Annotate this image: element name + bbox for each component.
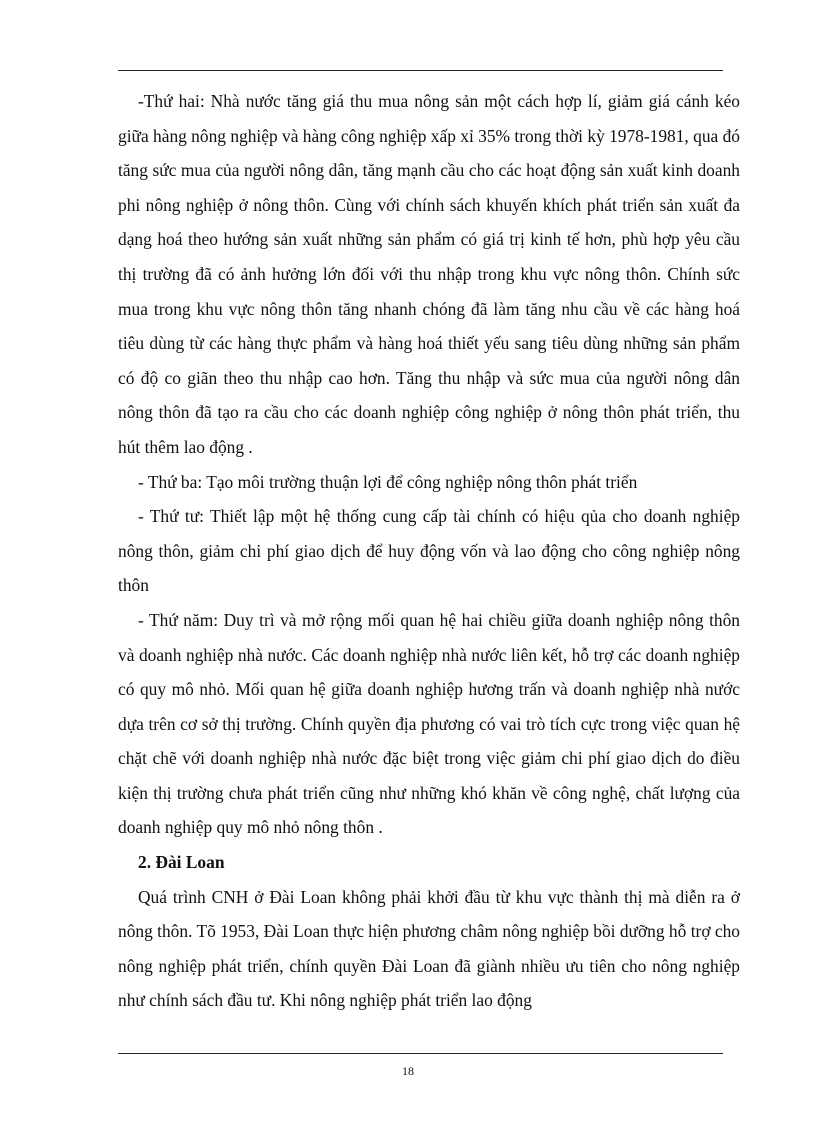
page-number: 18 — [402, 1064, 414, 1078]
paragraph-thu-tu: - Thứ tư: Thiết lập một hệ thống cung cấp tài chính có hiệu qủa cho doanh nghiệp nông thôn, giảm chi phí giao dịch để huy động vốn và lao động cho công nghiệp nông thôn — [118, 506, 740, 596]
paragraph-dai-loan: Quá trình CNH ở Đài Loan không phải khởi đầu từ khu vực thành thị mà diễn ra ở nông thôn. Tõ 1953, Đài Loan thực hiện phương châm nông nghiệp bồi dưỡng hỗ trợ cho nông nghiệp phát triển, chính quyền Đài Loan đã giành nhiều ưu tiên cho nông nghiệp như chính sách đầu tư. Khi nông nghiệp phát triển lao động — [118, 886, 740, 1011]
header-rule — [118, 70, 723, 71]
page-body — [118, 84, 740, 1018]
footer-rule — [118, 1053, 723, 1054]
section-heading: 2. Đài Loan — [138, 852, 225, 873]
paragraph-thu-nam: - Thứ năm: Duy trì và mở rộng mối quan hệ hai chiều giữa doanh nghiệp nông thôn và doanh nghiệp nhà nước. Các doanh nghiệp nhà nước liên kết, hỗ trợ các doanh nghiệp có quy mô nhỏ. Mối quan hệ giữa doanh nghiệp hương trấn và doanh nghiệp nhà nước dựa trên cơ sở thị trường. Chính quyền địa phương có vai trò tích cực trong việc quan hệ chặt chẽ với doanh nghiệp nhà nước đặc biệt trong việc giảm chi phí giao dịch do điều kiện thị trường chưa phát triển cũng như những khó khăn về công nghệ, chất lượng của doanh nghiệp quy mô nhỏ nông thôn . — [118, 609, 740, 838]
paragraph-thu-ba: - Thứ ba: Tạo môi trường thuận lợi để công nghiệp nông thôn phát triển — [138, 471, 638, 492]
paragraph-thu-hai: -Thứ hai: Nhà nước tăng giá thu mua nông sản một cách hợp lí, giảm giá cánh kéo giữa hàng nông nghiệp và hàng công nghiệp xấp xỉ 35% trong thời kỳ 1978-1981, qua đó tăng sức mua của người nông dân, tăng mạnh cầu cho các hoạt động sản xuất kinh doanh phi nông nghiệp ở nông thôn. Cùng với chính sách khuyến khích phát triển sản xuất đa dạng hoá theo hướng sản xuất những sản phẩm có giá trị kinh tế hơn, phù hợp yêu cầu thị trường đã có ảnh hưởng lớn đối với thu nhập trong khu vực nông thôn. Chính sức mua trong khu vực nông thôn tăng nhanh chóng đã làm tăng nhu cầu về các hàng hoá tiêu dùng từ các hàng thực phẩm và hàng hoá thiết yếu sang tiêu dùng những sản phẩm có độ co giãn theo thu nhập cao hơn. Tăng thu nhập và sức mua của người nông dân nông thôn đã tạo ra cầu cho các doanh nghiệp công nghiệp ở nông thôn phát triển, thu hút thêm lao động . — [118, 91, 740, 457]
